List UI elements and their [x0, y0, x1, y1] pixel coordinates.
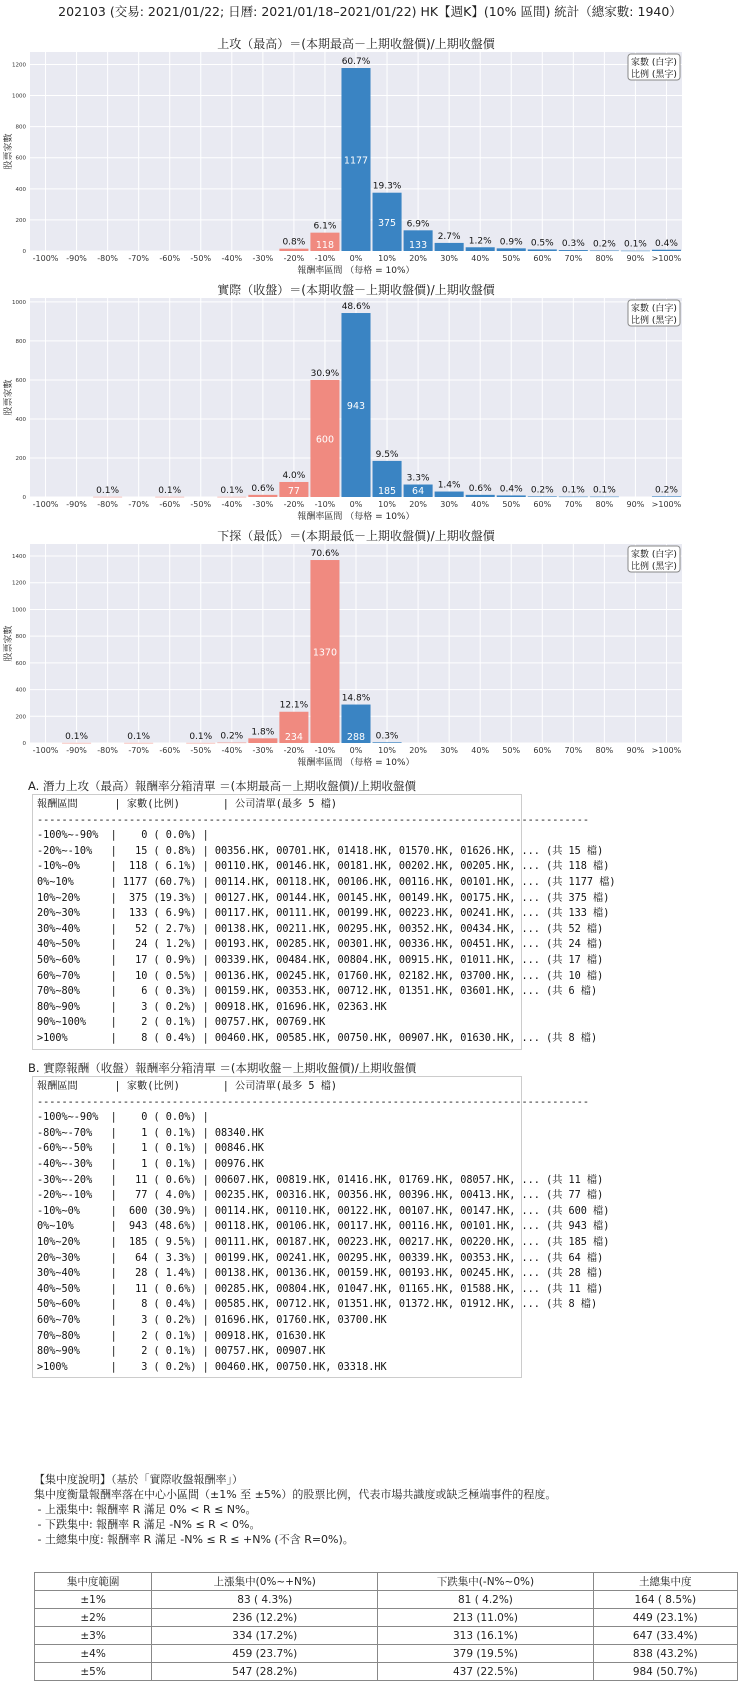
- section-a-line: -100%~-90% | 0 ( 0.0%) |: [37, 830, 209, 842]
- bar: [528, 496, 557, 497]
- bar: [62, 743, 91, 744]
- bar-pct-label: 4.0%: [282, 470, 306, 481]
- bar: [155, 497, 184, 498]
- table-row: [35, 1663, 738, 1681]
- bar: [248, 495, 277, 497]
- x-tick-label: >100%: [651, 500, 682, 509]
- bar-pct-label: 60.7%: [341, 57, 371, 68]
- x-axis-label: 報酬率區間 （每格 = 10%）: [297, 758, 415, 768]
- bar-pct-label: 0.3%: [375, 731, 399, 742]
- note-line: 集中度衡量報酬率落在中心小區間（±1% 至 ±5%）的股票比例，代表市場共識度或缺乏極端事件的程度。: [34, 1488, 557, 1501]
- section-b-title: B. 實際報酬（收盤）報酬率分箱清單 ＝(本期收盤－上期收盤價)/上期收盤價: [28, 1061, 417, 1075]
- x-tick-label: -10%: [314, 746, 336, 755]
- section-b-line: 20%~30% | 64 ( 3.3%) | 00199.HK, 00241.HK, 00295.HK, 00339.HK, 00353.HK, ... (共 64 檔): [37, 1252, 604, 1264]
- bar-pct-label: 14.8%: [341, 693, 371, 704]
- bar: [590, 497, 619, 498]
- bar: [466, 247, 495, 251]
- table-header-cell: 上漲集中(0%~+N%): [152, 1573, 378, 1591]
- section-a-line: 60%~70% | 10 ( 0.5%) | 00136.HK, 00245.HK, 01760.HK, 02182.HK, 03700.HK, ... (共 10 檔): [37, 970, 604, 982]
- section-b-line: 60%~70% | 3 ( 0.2%) | 01696.HK, 01760.HK, 03700.HK: [37, 1314, 387, 1326]
- bar-pct-label: 1.8%: [251, 727, 275, 738]
- table-row: [35, 1645, 738, 1663]
- table-cell: 647 (33.4%): [593, 1627, 737, 1645]
- section-b-line: 10%~20% | 185 ( 9.5%) | 00111.HK, 00187.HK, 00223.HK, 00217.HK, 00220.HK, ... (共 185 檔): [37, 1236, 610, 1248]
- x-tick-label: 0%: [349, 254, 363, 263]
- section-b-line: -60%~-50% | 1 ( 0.1%) | 00846.HK: [37, 1143, 264, 1155]
- bar-pct-label: 0.1%: [158, 485, 182, 496]
- x-tick-label: 20%: [409, 746, 427, 755]
- bar-count-label: 375: [377, 217, 397, 229]
- bar-pct-label: 70.6%: [310, 549, 340, 560]
- table-cell: ±2%: [35, 1609, 152, 1627]
- x-tick-label: -70%: [128, 500, 150, 509]
- bar-count-label: 1177: [343, 155, 369, 167]
- section-a-title: A. 潛力上攻（最高）報酬率分箱清單 ＝(本期最高－上期收盤價)/上期收盤價: [28, 779, 416, 793]
- bar-pct-label: 48.6%: [341, 302, 371, 313]
- concentration-table: [34, 1572, 738, 1681]
- y-tick-label: 1000: [12, 607, 26, 614]
- y-tick-label: 400: [15, 186, 26, 193]
- x-tick-label: >100%: [651, 254, 682, 263]
- bar-count-label: 234: [284, 732, 303, 743]
- x-tick-label: 90%: [626, 746, 645, 755]
- bar: [217, 743, 246, 744]
- x-tick-label: -60%: [159, 746, 181, 755]
- x-tick-label: 10%: [378, 500, 396, 509]
- chart-lower-low: [0, 528, 740, 778]
- x-tick-label: 30%: [440, 500, 459, 509]
- section-a-line: -10%~0% | 118 ( 6.1%) | 00110.HK, 00146.HK, 00181.HK, 00202.HK, 00205.HK, ... (共 118 檔): [37, 861, 610, 873]
- table-cell: 838 (43.2%): [593, 1645, 737, 1663]
- table-cell: 313 (16.1%): [378, 1627, 593, 1645]
- section-b-line: 70%~80% | 2 ( 0.1%) | 00918.HK, 01630.HK: [37, 1330, 326, 1342]
- bar: [466, 495, 495, 497]
- chart-lower-svg: [0, 528, 740, 778]
- x-tick-label: 90%: [626, 254, 645, 263]
- bar-count-label: 1370: [312, 647, 338, 659]
- x-tick-label: -70%: [128, 254, 150, 263]
- bar-pct-label: 0.2%: [655, 485, 678, 496]
- x-tick-label: -80%: [97, 254, 118, 263]
- y-tick-label: 600: [15, 660, 26, 667]
- bar: [590, 251, 619, 252]
- table-cell: 547 (28.2%): [152, 1663, 378, 1681]
- table-header-cell: 下跌集中(-N%~0%): [378, 1573, 593, 1591]
- legend-entry: 比例 (黑字): [631, 562, 677, 572]
- y-tick-label: 200: [15, 714, 26, 721]
- bar-pct-label: 0.4%: [499, 484, 523, 495]
- y-tick-label: 1200: [12, 62, 26, 69]
- legend-entry: 家數 (白字): [631, 550, 677, 560]
- x-tick-label: 30%: [440, 746, 459, 755]
- x-tick-label: -60%: [159, 254, 181, 263]
- bar-pct-label: 0.1%: [65, 731, 89, 742]
- bar-count-label: 600: [315, 434, 335, 446]
- bar: [93, 497, 122, 498]
- bar: [435, 243, 464, 251]
- x-tick-label: 0%: [349, 746, 363, 755]
- section-b-line: 報酬區間 | 家數(比例) | 公司清單(最多 5 檔): [37, 1081, 338, 1092]
- y-tick-label: 800: [15, 124, 26, 131]
- section-a-line: 10%~20% | 375 (19.3%) | 00127.HK, 00144.HK, 00145.HK, 00149.HK, 00175.HK, ... (共 375 檔): [37, 892, 610, 904]
- bar-pct-label: 0.1%: [623, 239, 647, 250]
- bar-pct-label: 0.1%: [592, 485, 616, 496]
- x-tick-label: 20%: [409, 500, 427, 509]
- bar-count-label: 64: [412, 486, 425, 497]
- chart-actual-svg: [0, 282, 740, 532]
- section-a-line: 0%~10% | 1177 (60.7%) | 00114.HK, 00118.HK, 00106.HK, 00116.HK, 00101.HK, ... (共 1177 檔): [37, 876, 616, 888]
- y-tick-label: 1000: [12, 93, 26, 100]
- table-cell: 984 (50.7%): [593, 1663, 737, 1681]
- legend-entry: 比例 (黑字): [631, 70, 677, 80]
- section-a-list: [32, 794, 616, 1050]
- table-header-cell: 土總集中度: [593, 1573, 737, 1591]
- x-tick-label: -100%: [32, 254, 59, 263]
- bar: [559, 250, 588, 251]
- section-b-line: -20%~-10% | 77 ( 4.0%) | 00235.HK, 00316.HK, 00356.HK, 00396.HK, 00413.HK, ... (共 77 檔): [37, 1190, 604, 1202]
- table-cell: 164 ( 8.5%): [593, 1591, 737, 1609]
- section-a-line: 70%~80% | 6 ( 0.3%) | 00159.HK, 00353.HK, 00712.HK, 01351.HK, 03601.HK, ... (共 6 檔): [37, 986, 598, 998]
- bar-pct-label: 19.3%: [372, 181, 402, 192]
- table-cell: ±1%: [35, 1591, 152, 1609]
- bar-pct-label: 0.6%: [251, 483, 275, 494]
- section-a-line: >100% | 8 ( 0.4%) | 00460.HK, 00585.HK, 00750.HK, 00907.HK, 01630.HK, ... (共 8 檔): [37, 1032, 598, 1044]
- x-axis-label: 報酬率區間 （每格 = 10%）: [297, 512, 415, 522]
- x-tick-label: 0%: [349, 500, 363, 509]
- x-tick-label: 90%: [626, 500, 645, 509]
- x-tick-label: -60%: [159, 500, 181, 509]
- bar: [497, 248, 526, 251]
- table-cell: 213 (11.0%): [378, 1609, 593, 1627]
- legend-entry: 家數 (白字): [631, 304, 677, 314]
- bar-count-label: 77: [287, 486, 300, 497]
- bar: [124, 743, 153, 744]
- x-tick-label: 40%: [471, 746, 490, 755]
- bar-pct-label: 0.1%: [220, 485, 244, 496]
- section-b-line: -100%~-90% | 0 ( 0.0%) |: [37, 1112, 209, 1124]
- y-tick-label: 0: [22, 741, 26, 747]
- y-axis-label: 股票家數: [4, 625, 14, 662]
- bar: [279, 249, 308, 251]
- table-cell: 459 (23.7%): [152, 1645, 378, 1663]
- x-tick-label: 20%: [409, 254, 427, 263]
- bar-count-label: 133: [409, 240, 428, 251]
- section-a-line: 40%~50% | 24 ( 1.2%) | 00193.HK, 00285.HK, 00301.HK, 00336.HK, 00451.HK, ... (共 24 檔): [37, 939, 604, 951]
- x-tick-label: -30%: [252, 254, 274, 263]
- note-line: - 上漲集中: 報酬率 R 滿足 0% < R ≤ N%。: [34, 1503, 257, 1516]
- y-tick-label: 1400: [12, 554, 26, 561]
- table-cell: ±3%: [35, 1627, 152, 1645]
- x-tick-label: -30%: [252, 746, 274, 755]
- bar-pct-label: 0.2%: [530, 485, 554, 496]
- x-tick-label: -20%: [283, 746, 305, 755]
- bar: [559, 497, 588, 498]
- bar: [652, 496, 681, 497]
- section-b-line: 30%~40% | 28 ( 1.4%) | 00138.HK, 00136.HK, 00159.HK, 00193.HK, 00245.HK, ... (共 28 檔): [37, 1268, 604, 1280]
- section-b-line: >100% | 3 ( 0.2%) | 00460.HK, 00750.HK, 03318.HK: [37, 1361, 387, 1373]
- section-b-line: -40%~-30% | 1 ( 0.1%) | 00976.HK: [37, 1158, 264, 1170]
- section-b-line: -80%~-70% | 1 ( 0.1%) | 08340.HK: [37, 1127, 264, 1139]
- table-cell: ±5%: [35, 1663, 152, 1681]
- x-tick-label: -10%: [314, 500, 336, 509]
- bar: [497, 495, 526, 497]
- note-line: 【集中度說明】（基於「實際收盤報酬率」）: [34, 1473, 243, 1486]
- x-tick-label: -30%: [252, 500, 274, 509]
- section-a-line: 20%~30% | 133 ( 6.9%) | 00117.HK, 00111.HK, 00199.HK, 00223.HK, 00241.HK, ... (共 133 檔): [37, 908, 610, 920]
- x-tick-label: 70%: [564, 254, 583, 263]
- bar-pct-label: 1.4%: [437, 480, 461, 491]
- bar-count-label: 118: [315, 240, 335, 251]
- bar: [435, 492, 464, 497]
- table-header-cell: 集中度範圍: [35, 1573, 152, 1591]
- bar-pct-label: 30.9%: [310, 368, 340, 379]
- section-a-line: 80%~90% | 3 ( 0.2%) | 00918.HK, 01696.HK, 02363.HK: [37, 1001, 387, 1013]
- chart-upper-svg: [0, 36, 740, 286]
- y-tick-label: 800: [15, 338, 26, 345]
- section-a-line: 30%~40% | 52 ( 2.7%) | 00138.HK, 00211.HK, 00295.HK, 00352.HK, 00434.HK, ... (共 52 檔): [37, 923, 604, 935]
- table-row: [35, 1591, 738, 1609]
- x-tick-label: -40%: [221, 500, 243, 509]
- section-b-line: 0%~10% | 943 (48.6%) | 00118.HK, 00106.HK, 00117.HK, 00116.HK, 00101.HK, ... (共 943 檔): [37, 1221, 610, 1233]
- bar-pct-label: 0.1%: [127, 731, 151, 742]
- x-tick-label: >100%: [651, 746, 682, 755]
- bar-pct-label: 2.7%: [437, 231, 461, 242]
- bar-pct-label: 6.9%: [406, 219, 430, 230]
- chart-title: 下探（最低）＝(本期最低－上期收盤價)/上期收盤價: [217, 529, 495, 543]
- bar-pct-label: 1.2%: [468, 236, 492, 247]
- table-cell: 83 ( 4.3%): [152, 1591, 378, 1609]
- section-a-line: 90%~100% | 2 ( 0.1%) | 00757.HK, 00769.HK: [37, 1017, 326, 1029]
- bar-pct-label: 0.5%: [530, 238, 554, 249]
- x-tick-label: -90%: [66, 254, 87, 263]
- concentration-table-header: [35, 1573, 738, 1591]
- chart-title: 上攻（最高）＝(本期最高－上期收盤價)/上期收盤價: [217, 37, 495, 51]
- x-tick-label: 50%: [502, 746, 521, 755]
- section-b-line: 50%~60% | 8 ( 0.4%) | 00585.HK, 00712.HK, 01351.HK, 01372.HK, 01912.HK, ... (共 8 檔): [37, 1299, 598, 1311]
- x-tick-label: 80%: [595, 500, 614, 509]
- section-a-line: 報酬區間 | 家數(比例) | 公司清單(最多 5 檔): [37, 799, 338, 810]
- section-a-line: 50%~60% | 17 ( 0.9%) | 00339.HK, 00484.HK, 00804.HK, 00915.HK, 01011.HK, ... (共 17 檔): [37, 954, 604, 966]
- chart-title: 實際（收盤）＝(本期收盤－上期收盤價)/上期收盤價: [217, 283, 495, 297]
- table-cell: ±4%: [35, 1645, 152, 1663]
- bar-pct-label: 0.1%: [561, 485, 585, 496]
- y-axis-label: 股票家數: [4, 133, 14, 170]
- x-tick-label: 10%: [378, 746, 396, 755]
- x-tick-label: 70%: [564, 746, 583, 755]
- bar: [621, 251, 650, 252]
- bar-pct-label: 6.1%: [313, 221, 337, 232]
- x-tick-label: -100%: [32, 500, 59, 509]
- x-tick-label: -10%: [314, 254, 336, 263]
- x-tick-label: 50%: [502, 254, 521, 263]
- y-tick-label: 600: [15, 377, 26, 384]
- bar: [373, 742, 402, 743]
- bar: [652, 250, 681, 251]
- bar-pct-label: 0.9%: [499, 237, 523, 248]
- x-tick-label: -40%: [221, 254, 243, 263]
- x-tick-label: -70%: [128, 746, 150, 755]
- x-tick-label: -40%: [221, 746, 243, 755]
- section-a-line: ------------------------------------------------------------------------------------------: [37, 814, 590, 826]
- x-tick-label: 80%: [595, 746, 614, 755]
- bar-pct-label: 9.5%: [375, 449, 399, 460]
- bar-pct-label: 3.3%: [406, 473, 430, 484]
- x-tick-label: 70%: [564, 500, 583, 509]
- x-tick-label: -100%: [32, 746, 59, 755]
- x-tick-label: -90%: [66, 500, 87, 509]
- y-tick-label: 200: [15, 455, 26, 462]
- chart-actual-close: [0, 282, 740, 532]
- y-tick-label: 200: [15, 217, 26, 224]
- section-b-list: [32, 1076, 610, 1378]
- x-tick-label: 30%: [440, 254, 459, 263]
- section-b-line: 80%~90% | 2 ( 0.1%) | 00757.HK, 00907.HK: [37, 1346, 326, 1358]
- page-header: 202103 (交易: 2021/01/22; 日曆: 2021/01/18–2021/01/22) HK【週K】(10% 區間) 統計（總家數: 1940）: [58, 4, 682, 19]
- bar-count-label: 185: [377, 486, 397, 497]
- x-tick-label: -20%: [283, 254, 305, 263]
- x-tick-label: 60%: [533, 746, 552, 755]
- table-cell: 449 (23.1%): [593, 1609, 737, 1627]
- bar-pct-label: 0.3%: [561, 239, 585, 250]
- section-a-line: -20%~-10% | 15 ( 0.8%) | 00356.HK, 00701.HK, 01418.HK, 01570.HK, 01626.HK, ... (共 15 檔): [37, 845, 604, 857]
- section-b-line: -30%~-20% | 11 ( 0.6%) | 00607.HK, 00819.HK, 01416.HK, 01769.HK, 08057.HK, ... (共 11 檔): [37, 1174, 604, 1186]
- x-tick-label: 60%: [533, 500, 552, 509]
- x-tick-label: 50%: [502, 500, 521, 509]
- bar-pct-label: 0.1%: [189, 731, 213, 742]
- table-row: [35, 1609, 738, 1627]
- x-tick-label: 40%: [471, 254, 490, 263]
- x-tick-label: -50%: [190, 254, 212, 263]
- table-cell: 81 ( 4.2%): [378, 1591, 593, 1609]
- x-axis-label: 報酬率區間 （每格 = 10%）: [297, 266, 415, 276]
- y-axis-label: 股票家數: [4, 379, 14, 416]
- table-cell: 334 (17.2%): [152, 1627, 378, 1645]
- x-tick-label: -80%: [97, 746, 118, 755]
- legend-entry: 家數 (白字): [631, 58, 677, 68]
- bar-pct-label: 0.6%: [468, 483, 492, 494]
- x-tick-label: -50%: [190, 746, 212, 755]
- bar-pct-label: 0.2%: [592, 239, 616, 250]
- x-tick-label: -20%: [283, 500, 305, 509]
- table-cell: 236 (12.2%): [152, 1609, 378, 1627]
- bar-pct-label: 12.1%: [279, 700, 309, 711]
- bar-pct-label: 0.2%: [220, 731, 244, 742]
- bar-count-label: 288: [346, 732, 366, 743]
- bar: [186, 743, 215, 744]
- legend-entry: 比例 (黑字): [631, 316, 677, 326]
- x-tick-label: 40%: [471, 500, 490, 509]
- table-cell: 437 (22.5%): [378, 1663, 593, 1681]
- chart-upper-high: [0, 36, 740, 286]
- bar-pct-label: 0.8%: [282, 237, 306, 248]
- section-b-line: -10%~0% | 600 (30.9%) | 00114.HK, 00110.HK, 00122.HK, 00107.HK, 00147.HK, ... (共 600 檔): [37, 1205, 610, 1217]
- x-tick-label: -50%: [190, 500, 212, 509]
- y-tick-label: 0: [22, 249, 26, 255]
- note-line: - 土總集中度: 報酬率 R 滿足 -N% ≤ R ≤ +N% (不含 R=0%)。: [34, 1533, 354, 1546]
- x-tick-label: 60%: [533, 254, 552, 263]
- bar-pct-label: 0.1%: [96, 485, 120, 496]
- y-tick-label: 800: [15, 634, 26, 641]
- y-tick-label: 0: [22, 495, 26, 501]
- section-b-line: ------------------------------------------------------------------------------------------: [37, 1096, 590, 1108]
- concentration-note: [34, 1472, 556, 1547]
- bar: [528, 249, 557, 251]
- table-cell: 379 (19.5%): [378, 1645, 593, 1663]
- x-tick-label: 10%: [378, 254, 396, 263]
- table-row: [35, 1627, 738, 1645]
- note-line: - 下跌集中: 報酬率 R 滿足 -N% ≤ R < 0%。: [34, 1518, 261, 1531]
- bar-pct-label: 0.4%: [655, 238, 678, 249]
- x-tick-label: -90%: [66, 746, 87, 755]
- bar: [248, 738, 277, 743]
- bar-count-label: 943: [346, 401, 366, 413]
- x-tick-label: 80%: [595, 254, 614, 263]
- y-tick-label: 1200: [12, 580, 26, 587]
- section-b-line: 40%~50% | 11 ( 0.6%) | 00285.HK, 00804.HK, 01047.HK, 01165.HK, 01588.HK, ... (共 11 檔): [37, 1283, 604, 1295]
- y-tick-label: 400: [15, 416, 26, 423]
- bar: [217, 497, 246, 498]
- x-tick-label: -80%: [97, 500, 118, 509]
- y-tick-label: 600: [15, 155, 26, 162]
- y-tick-label: 400: [15, 687, 26, 694]
- y-tick-label: 1000: [12, 299, 26, 306]
